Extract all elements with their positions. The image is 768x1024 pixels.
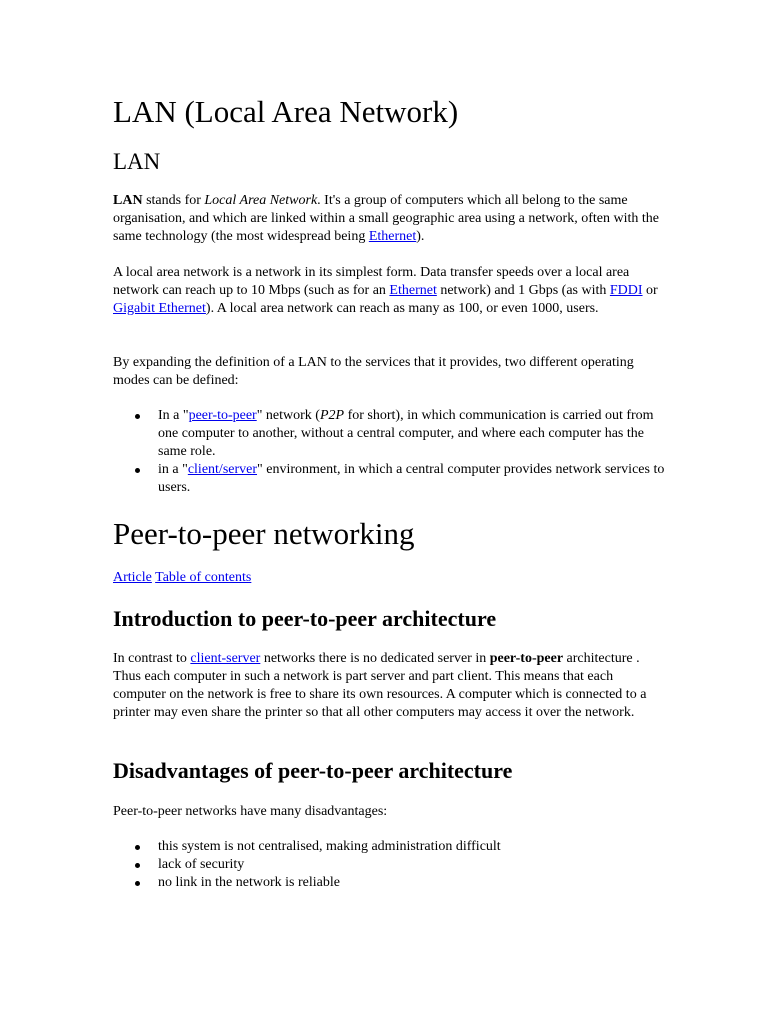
list-item [113,407,668,461]
disadvantages-intro: Peer-to-peer networks have many disadvantages: [113,804,388,819]
bullet-icon [135,863,140,868]
article-link[interactable]: Article [113,570,152,585]
client-server-link-2[interactable]: client-server [190,651,261,666]
para2-text-4: ). A local area network can reach as many as 100, or even 1000, users. [205,301,599,316]
p2p-heading: Peer-to-peer networking [113,516,415,551]
gigabit-ethernet-link[interactable]: Gigabit Ethernet [113,301,206,316]
lan-heading: LAN [113,149,161,174]
mode2-text-2: " environment, in which a central computer provides network services to users. [158,462,665,495]
para4-text-1: In contrast to [113,651,191,666]
client-server-link[interactable]: client/server [187,462,258,477]
disadvantage-text: this system is not centralised, making administration difficult [158,839,501,854]
p2p-italic: P2P [319,408,345,423]
intro-paragraph [113,650,668,722]
list-item [113,856,668,874]
para2-text-3: or [642,283,658,298]
mode1-text-3: for short), in which communication is carried out from one computer to another, without a central computer, and where each computer has the same role. [158,408,654,459]
bullet-icon [135,414,140,419]
disadvantages-list [113,838,668,892]
lan-bold-term: LAN [113,193,143,208]
para1-text-1: stands for [142,193,205,208]
list-item [113,461,668,497]
mode1-text-2: " network ( [256,408,320,423]
peer-to-peer-link[interactable]: peer-to-peer [188,408,257,423]
disadvantages-heading: Disadvantages of peer-to-peer architecture [113,758,513,783]
para4-text-3: architecture . Thus each computer in such a network is part server and part client. This means that each computer on the network is free to share its own resources. A computer which is connected to a printer may even share the printer so that all other computers may access it over the network. [113,651,647,720]
disadvantage-text: lack of security [158,857,245,872]
para1-text-2: . It's a group of computers which all belong to the same organisation, and which are linked within a small geographic area using a network, often with the same technology (the most widespread being [113,193,659,244]
list-item [113,874,668,892]
bullet-icon [135,845,140,850]
lan-definition-paragraph [113,192,668,246]
bullet-icon [135,881,140,886]
para2-text-2: network) and 1 Gbps (as with [436,283,610,298]
article-nav-links [113,569,251,587]
lan-speed-paragraph [113,264,668,318]
list-item [113,838,668,856]
operating-modes-list [113,407,668,497]
page-title: LAN (Local Area Network) [113,94,459,129]
fddi-link[interactable]: FDDI [609,283,643,298]
mode1-text-1: In a " [158,408,189,423]
para4-text-2: networks there is no dedicated server in [260,651,490,666]
bullet-icon [135,468,140,473]
ethernet-link-2[interactable]: Ethernet [389,283,437,298]
para2-text-1: A local area network is a network in its simplest form. Data transfer speeds over a local area network can reach up to 10 Mbps (such as for an [113,265,630,298]
peer-to-peer-bold: peer-to-peer [489,651,564,666]
mode2-text-1: in a " [158,462,188,477]
intro-heading: Introduction to peer-to-peer architecture [113,606,497,631]
para1-text-3: ). [416,229,425,244]
ethernet-link[interactable]: Ethernet [368,229,417,244]
table-of-contents-link[interactable]: Table of contents [155,570,252,585]
lan-italic-term: Local Area Network [204,193,318,208]
disadvantage-text: no link in the network is reliable [158,875,340,890]
operating-modes-paragraph: By expanding the definition of a LAN to the services that it provides, two different operating modes can be defined: [113,355,634,388]
